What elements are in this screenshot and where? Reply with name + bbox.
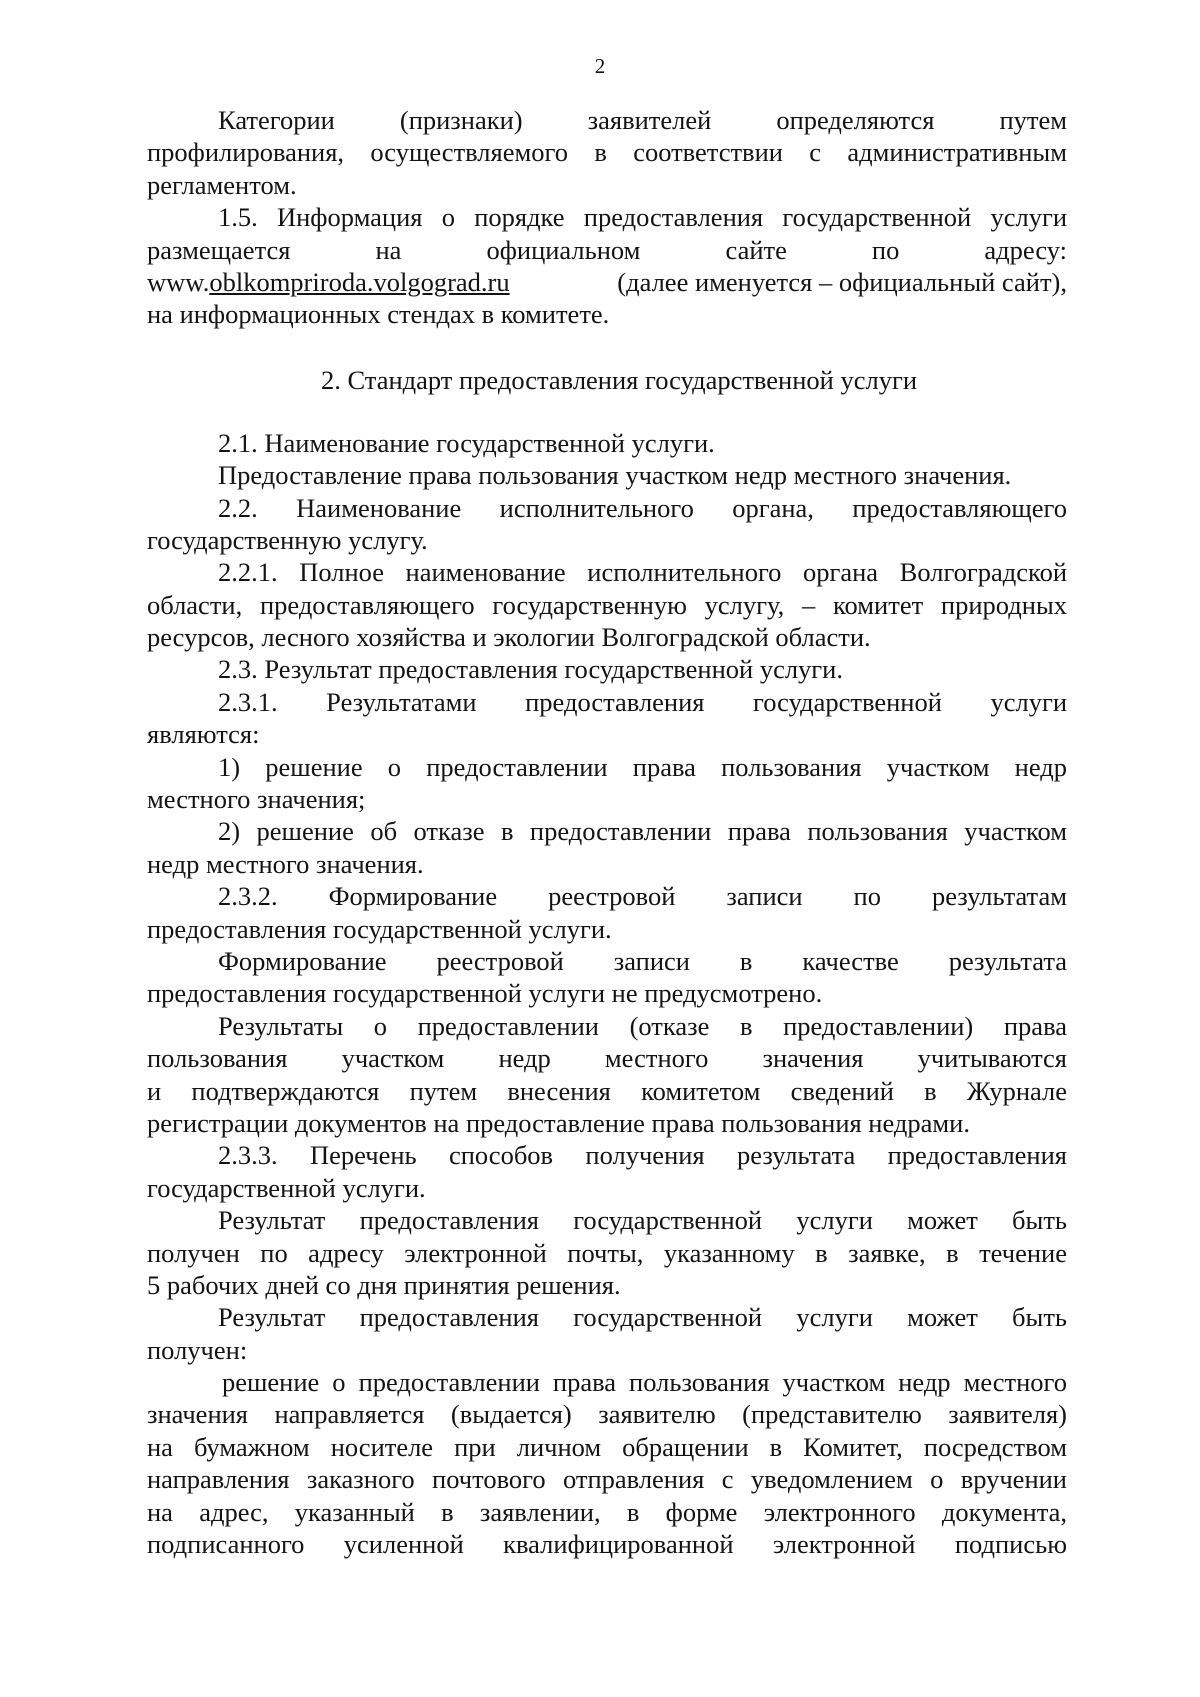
list-item-line: местного значения; xyxy=(147,784,366,815)
paragraph-line: пользования участком недр местного значения учитываются xyxy=(147,1043,1067,1074)
paragraph-line: Результаты о предоставлении (отказе в предоставлении) права xyxy=(218,1010,1067,1041)
paragraph-line: государственную услугу. xyxy=(147,524,428,555)
document-body xyxy=(147,104,1067,1560)
spacer xyxy=(147,331,1067,363)
paragraph-line: 2.3.2. Формирование реестровой записи по результатам xyxy=(218,881,1067,912)
paragraph-line: на информационных стендах в комитете. xyxy=(147,299,610,330)
section-heading: 2. Стандарт предоставления государственной услуги xyxy=(320,364,918,395)
paragraph-line: получен: xyxy=(147,1334,248,1365)
paragraph-line: 2.2. Наименование исполнительного органа, предоставляющего xyxy=(218,492,1067,523)
url-prefix: www. xyxy=(147,266,210,297)
paragraph-line: подписанного усиленной квалифицированной электронной подписью xyxy=(147,1529,1067,1560)
paragraph-line: регистрации документов на предоставление права пользования недрами. xyxy=(147,1107,970,1138)
paragraph-line: Формирование реестровой записи в качестве результата xyxy=(218,945,1067,976)
paragraph-line: на бумажном носителе при личном обращении в Комитет, посредством xyxy=(147,1431,1067,1462)
paragraph-line: Категории (признаки) заявителей определяются путем xyxy=(218,105,1067,135)
paragraph-line: Предоставление права пользования участком недр местного значения. xyxy=(218,460,1012,491)
paragraph-line: предоставления государственной услуги не предусмотрено. xyxy=(147,978,823,1009)
list-item-line: 1) решение о предоставлении права пользования участком недр xyxy=(218,751,1067,782)
paragraph-line: государственной услуги. xyxy=(147,1172,426,1203)
paragraph-line: Результат предоставления государственной услуги может быть xyxy=(218,1205,1067,1236)
paragraph-line: области, предоставляющего государственную услугу, – комитет природных xyxy=(147,589,1067,620)
spacer xyxy=(147,397,1067,427)
paragraph-line: и подтверждаются путем внесения комитетом сведений в Журнале xyxy=(147,1075,1067,1106)
list-item-line: недр местного значения. xyxy=(147,848,424,879)
paragraph-line: 5 рабочих дней со дня принятия решения. xyxy=(147,1269,621,1300)
url-suffix: (далее именуется – официальный сайт), xyxy=(617,266,1067,297)
paragraph-line: Результат предоставления государственной услуги может быть xyxy=(218,1302,1067,1333)
paragraph-line-with-link xyxy=(147,266,1067,298)
paragraph-line: 2.3.3. Перечень способов получения результата предоставления xyxy=(218,1140,1067,1171)
paragraph-line: являются: xyxy=(147,719,260,750)
list-item-line: 2) решение об отказе в предоставлении права пользования участком xyxy=(218,816,1067,847)
paragraph-line: ресурсов, лесного хозяйства и экологии Волгоградской области. xyxy=(147,622,871,653)
paragraph-line: направления заказного почтового отправления с уведомлением о вручении xyxy=(147,1464,1067,1495)
paragraph-line: 2.1. Наименование государственной услуги. xyxy=(218,427,715,458)
paragraph-line: решение о предоставлении права пользования участком недр местного xyxy=(222,1367,1067,1398)
url-line xyxy=(147,266,510,298)
page-number: 2 xyxy=(594,54,606,78)
paragraph-line: 2.3.1. Результатами предоставления государственной услуги xyxy=(218,686,1067,717)
paragraph-line: предоставления государственной услуги. xyxy=(147,913,612,944)
website-link[interactable]: oblkompriroda.volgograd.ru xyxy=(209,266,510,297)
paragraph-line: получен по адресу электронной почты, указанному в заявке, в течение xyxy=(147,1237,1067,1268)
paragraph-line: значения направляется (выдается) заявителю (представителю заявителя) xyxy=(147,1399,1067,1430)
paragraph-line: размещается на официальном сайте по адресу: xyxy=(147,234,1067,265)
paragraph-line: профилирования, осуществляемого в соответствии с административным xyxy=(147,137,1067,168)
paragraph-line: регламентом. xyxy=(147,169,297,200)
paragraph-line: на адрес, указанный в заявлении, в форме электронного документа, xyxy=(147,1496,1067,1527)
paragraph-line: 2.3. Результат предоставления государственной услуги. xyxy=(218,654,843,685)
paragraph-line: 2.2.1. Полное наименование исполнительного органа Волгоградской xyxy=(218,557,1067,588)
paragraph-line: 1.5. Информация о порядке предоставления государственной услуги xyxy=(218,202,1067,233)
